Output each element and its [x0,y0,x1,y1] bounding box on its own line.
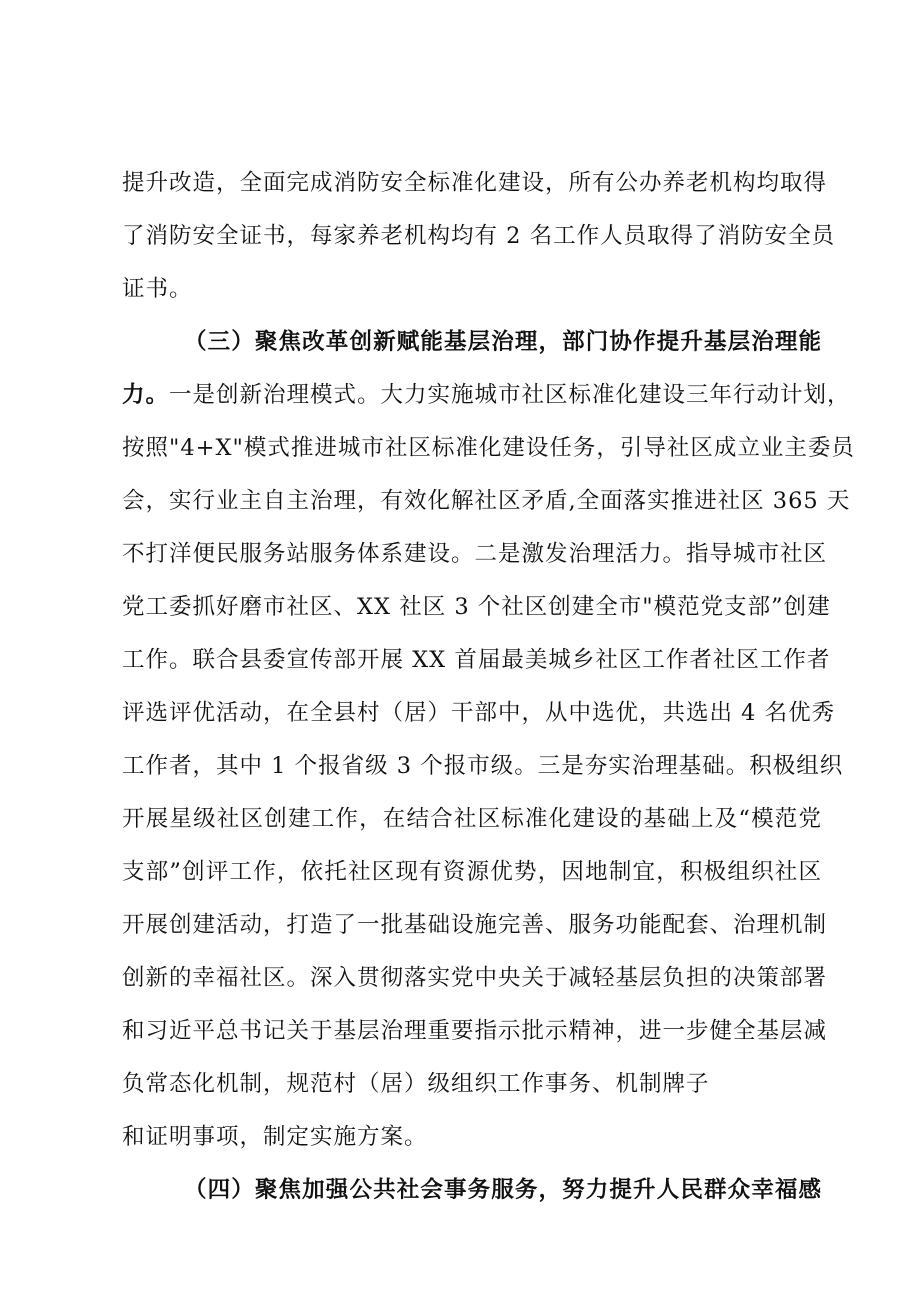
text-line: 工作。联合县委宣传部开展 XX 首届最美城乡社区工作者社区工作者 [122,647,831,673]
text-line: 评选评优活动，在全县村（居）干部中，从中选优，共选出 4 名优秀 [122,700,836,726]
section-heading: （四）聚焦加强公共社会事务服务，努力提升人民群众幸福感 [184,1177,822,1203]
text-line: 和习近平总书记关于基层治理重要指示批示精神，进一步健全基层减 [122,1018,828,1044]
text-line: 提升改造，全面完成消防安全标准化建设，所有公办养老机构均取得 [122,170,828,196]
text-line: 支部”创评工作，依托社区现有资源优势，因地制宜，积极组织社区 [122,859,822,885]
text-line: 党工委抓好磨市社区、XX 社区 3 个社区创建全市"模范党支部”创建 [122,594,831,620]
text-line: 开展创建活动，打造了一批基础设施完善、服务功能配套、治理机制 [122,912,828,938]
text-line: 工作者，其中 1 个报省级 3 个报市级。三是夯实治理基础。积极组织 [122,753,844,779]
text-line: 会，实行业主自主治理，有效化解社区矛盾,全面落实推进社区 365 天 [122,488,851,514]
text-line: 和证明事项，制定实施方案。 [122,1124,428,1150]
text-line: 开展星级社区创建工作，在结合社区标准化建设的基础上及“模范党 [122,806,822,832]
text-line: 了消防安全证书，每家养老机构均有 2 名工作人员取得了消防安全员 [122,223,836,249]
text-line: 证书。 [122,276,193,302]
text-line: 负常态化机制，规范村（居）级组织工作事务、机制牌子 [122,1071,710,1097]
text-line: 创新的幸福社区。深入贯彻落实党中央关于减轻基层负担的决策部署 [122,965,828,991]
text-line: 不打洋便民服务站服务体系建设。二是激发治理活力。指导城市社区 [122,541,828,567]
text-segment: 一是创新治理模式。大力实施城市社区标准化建设三年行动计划， [169,382,851,408]
section-heading: （三）聚焦改革创新赋能基层治理，部门协作提升基层治理能 [184,329,822,355]
text-line: 按照"4+X"模式推进城市社区标准化建设任务，引导社区成立业主委员 [122,435,855,461]
text-line [122,380,851,410]
section-heading-tail: 力。 [122,382,170,408]
